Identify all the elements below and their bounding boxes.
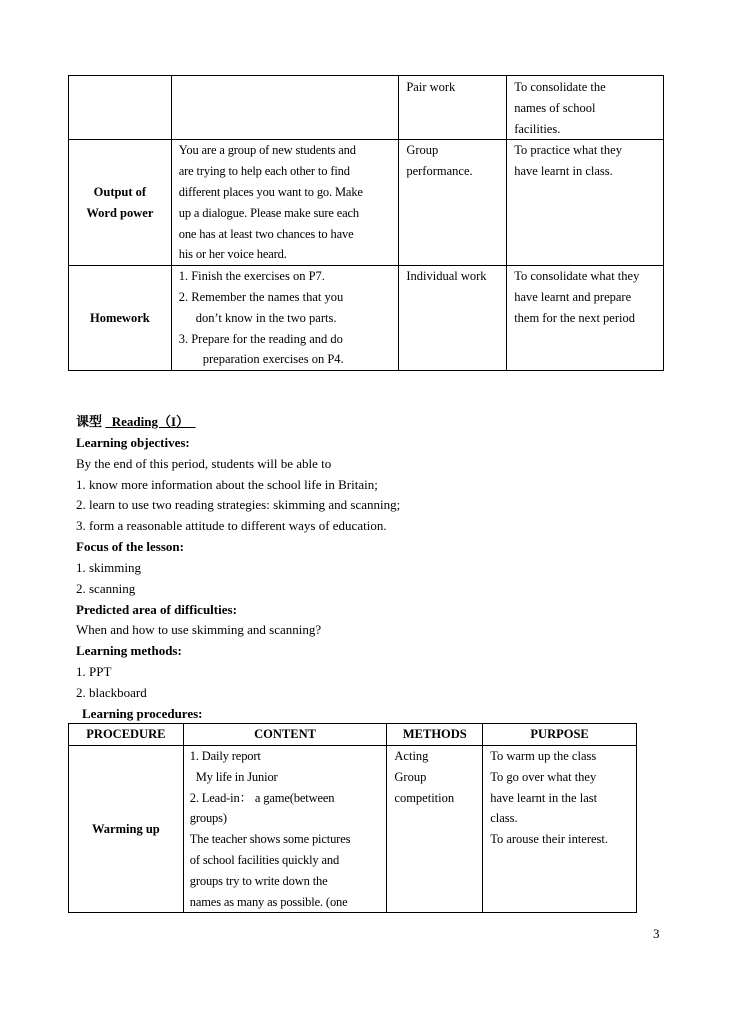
content-cell xyxy=(171,140,399,266)
purpose-line: To consolidate what they xyxy=(514,269,640,284)
page-number: 3 xyxy=(653,926,660,941)
method-line: competition xyxy=(394,790,455,805)
content-line: are trying to help each other to find xyxy=(178,164,350,179)
focus-heading: Focus of the lesson: xyxy=(76,539,184,554)
content-cell xyxy=(171,76,399,140)
purpose-line: facilities. xyxy=(514,121,561,136)
content-line: My life in Junior xyxy=(195,769,278,784)
stage-cell xyxy=(69,266,172,371)
purpose-cell xyxy=(507,266,664,371)
purpose-cell xyxy=(507,140,664,266)
content-line: one has at least two chances to have xyxy=(178,226,354,241)
purpose-line: have learnt in the last xyxy=(490,790,598,805)
table-header-row xyxy=(69,724,637,746)
purpose-line: To arouse their interest. xyxy=(490,832,609,847)
method-line: Acting xyxy=(394,749,429,763)
purpose-line: class. xyxy=(490,811,518,826)
table-row xyxy=(69,76,664,140)
content-line: You are a group of new students and xyxy=(178,143,356,158)
lesson-type-label: 课型 xyxy=(76,414,103,429)
content-line: groups) xyxy=(189,811,227,826)
methods-heading: Learning methods: xyxy=(76,643,182,658)
content-line: his or her voice heard. xyxy=(178,247,287,262)
method-line: Individual work xyxy=(406,269,487,284)
method-cell xyxy=(399,266,507,371)
purpose-line: have learnt in class. xyxy=(514,164,613,179)
lesson-type-value: Reading（I） xyxy=(111,414,190,429)
content-line: 3. Prepare for the reading and do xyxy=(178,331,343,346)
table-row xyxy=(69,746,637,913)
method-cell xyxy=(399,140,507,266)
method-item: 1. PPT xyxy=(76,664,112,679)
content-line: preparation exercises on P4. xyxy=(202,352,344,367)
method-line: Pair work xyxy=(406,80,456,94)
content-line: 1. Finish the exercises on P7. xyxy=(178,269,325,284)
content-cell xyxy=(183,746,387,913)
method-line: performance. xyxy=(406,164,473,179)
stage-cell xyxy=(69,140,172,266)
focus-item: 1. skimming xyxy=(76,560,142,575)
stage-label: Output of xyxy=(93,184,147,199)
objective-item: 2. learn to use two reading strategies: skimming and scanning; xyxy=(76,497,401,512)
purpose-cell xyxy=(507,76,664,140)
purpose-line: To go over what they xyxy=(490,769,597,784)
content-line: different places you want to go. Make xyxy=(178,184,363,199)
content-line: 2. Remember the names that you xyxy=(178,289,344,304)
method-cell xyxy=(399,76,507,140)
purpose-line: have learnt and prepare xyxy=(514,289,632,304)
purpose-line: To warm up the class xyxy=(490,749,597,763)
content-line: up a dialogue. Please make sure each xyxy=(178,205,360,220)
lesson-plan-table-continued xyxy=(68,75,664,371)
column-header: PROCEDURE xyxy=(69,724,184,746)
method-item: 2. blackboard xyxy=(76,685,147,700)
objective-item: 3. form a reasonable attitude to different ways of education. xyxy=(76,518,387,533)
column-header: CONTENT xyxy=(183,724,387,746)
focus-item: 2. scanning xyxy=(76,581,136,596)
objectives-heading: Learning objectives: xyxy=(76,435,190,450)
stage-label: Homework xyxy=(90,310,150,325)
purpose-cell xyxy=(483,746,637,913)
purpose-line: them for the next period xyxy=(514,310,635,325)
procedures-heading: Learning procedures: xyxy=(82,706,203,721)
table-row xyxy=(69,140,664,266)
content-line: of school facilities quickly and xyxy=(189,852,340,867)
table-row xyxy=(69,266,664,371)
purpose-line: names of school xyxy=(514,100,596,115)
content-line: 2. Lead-in： a game(between xyxy=(189,790,335,805)
column-header: PURPOSE xyxy=(483,724,637,746)
stage-cell xyxy=(69,746,184,913)
purpose-line: To consolidate the xyxy=(514,80,606,94)
method-cell xyxy=(387,746,483,913)
content-line: names as many as possible. (one xyxy=(189,894,348,909)
content-line: don’t know in the two parts. xyxy=(195,310,337,325)
objective-item: 1. know more information about the school life in Britain; xyxy=(76,477,378,492)
learning-procedures-table xyxy=(68,723,637,913)
method-line: Group xyxy=(406,143,439,158)
objectives-intro: By the end of this period, students will be able to xyxy=(76,456,332,471)
content-line: 1. Daily report xyxy=(189,749,261,763)
difficulties-heading: Predicted area of difficulties: xyxy=(76,602,237,617)
purpose-line: To practice what they xyxy=(514,143,622,158)
stage-label: Word power xyxy=(86,205,154,220)
method-line: Group xyxy=(394,769,427,784)
stage-label: Warming up xyxy=(92,821,160,836)
lesson-type-heading xyxy=(76,412,196,433)
difficulties-text: When and how to use skimming and scanning? xyxy=(76,622,322,637)
content-line: The teacher shows some pictures xyxy=(189,832,351,847)
stage-cell xyxy=(69,76,172,140)
content-line: groups try to write down the xyxy=(189,873,328,888)
content-cell xyxy=(171,266,399,371)
column-header: METHODS xyxy=(387,724,483,746)
